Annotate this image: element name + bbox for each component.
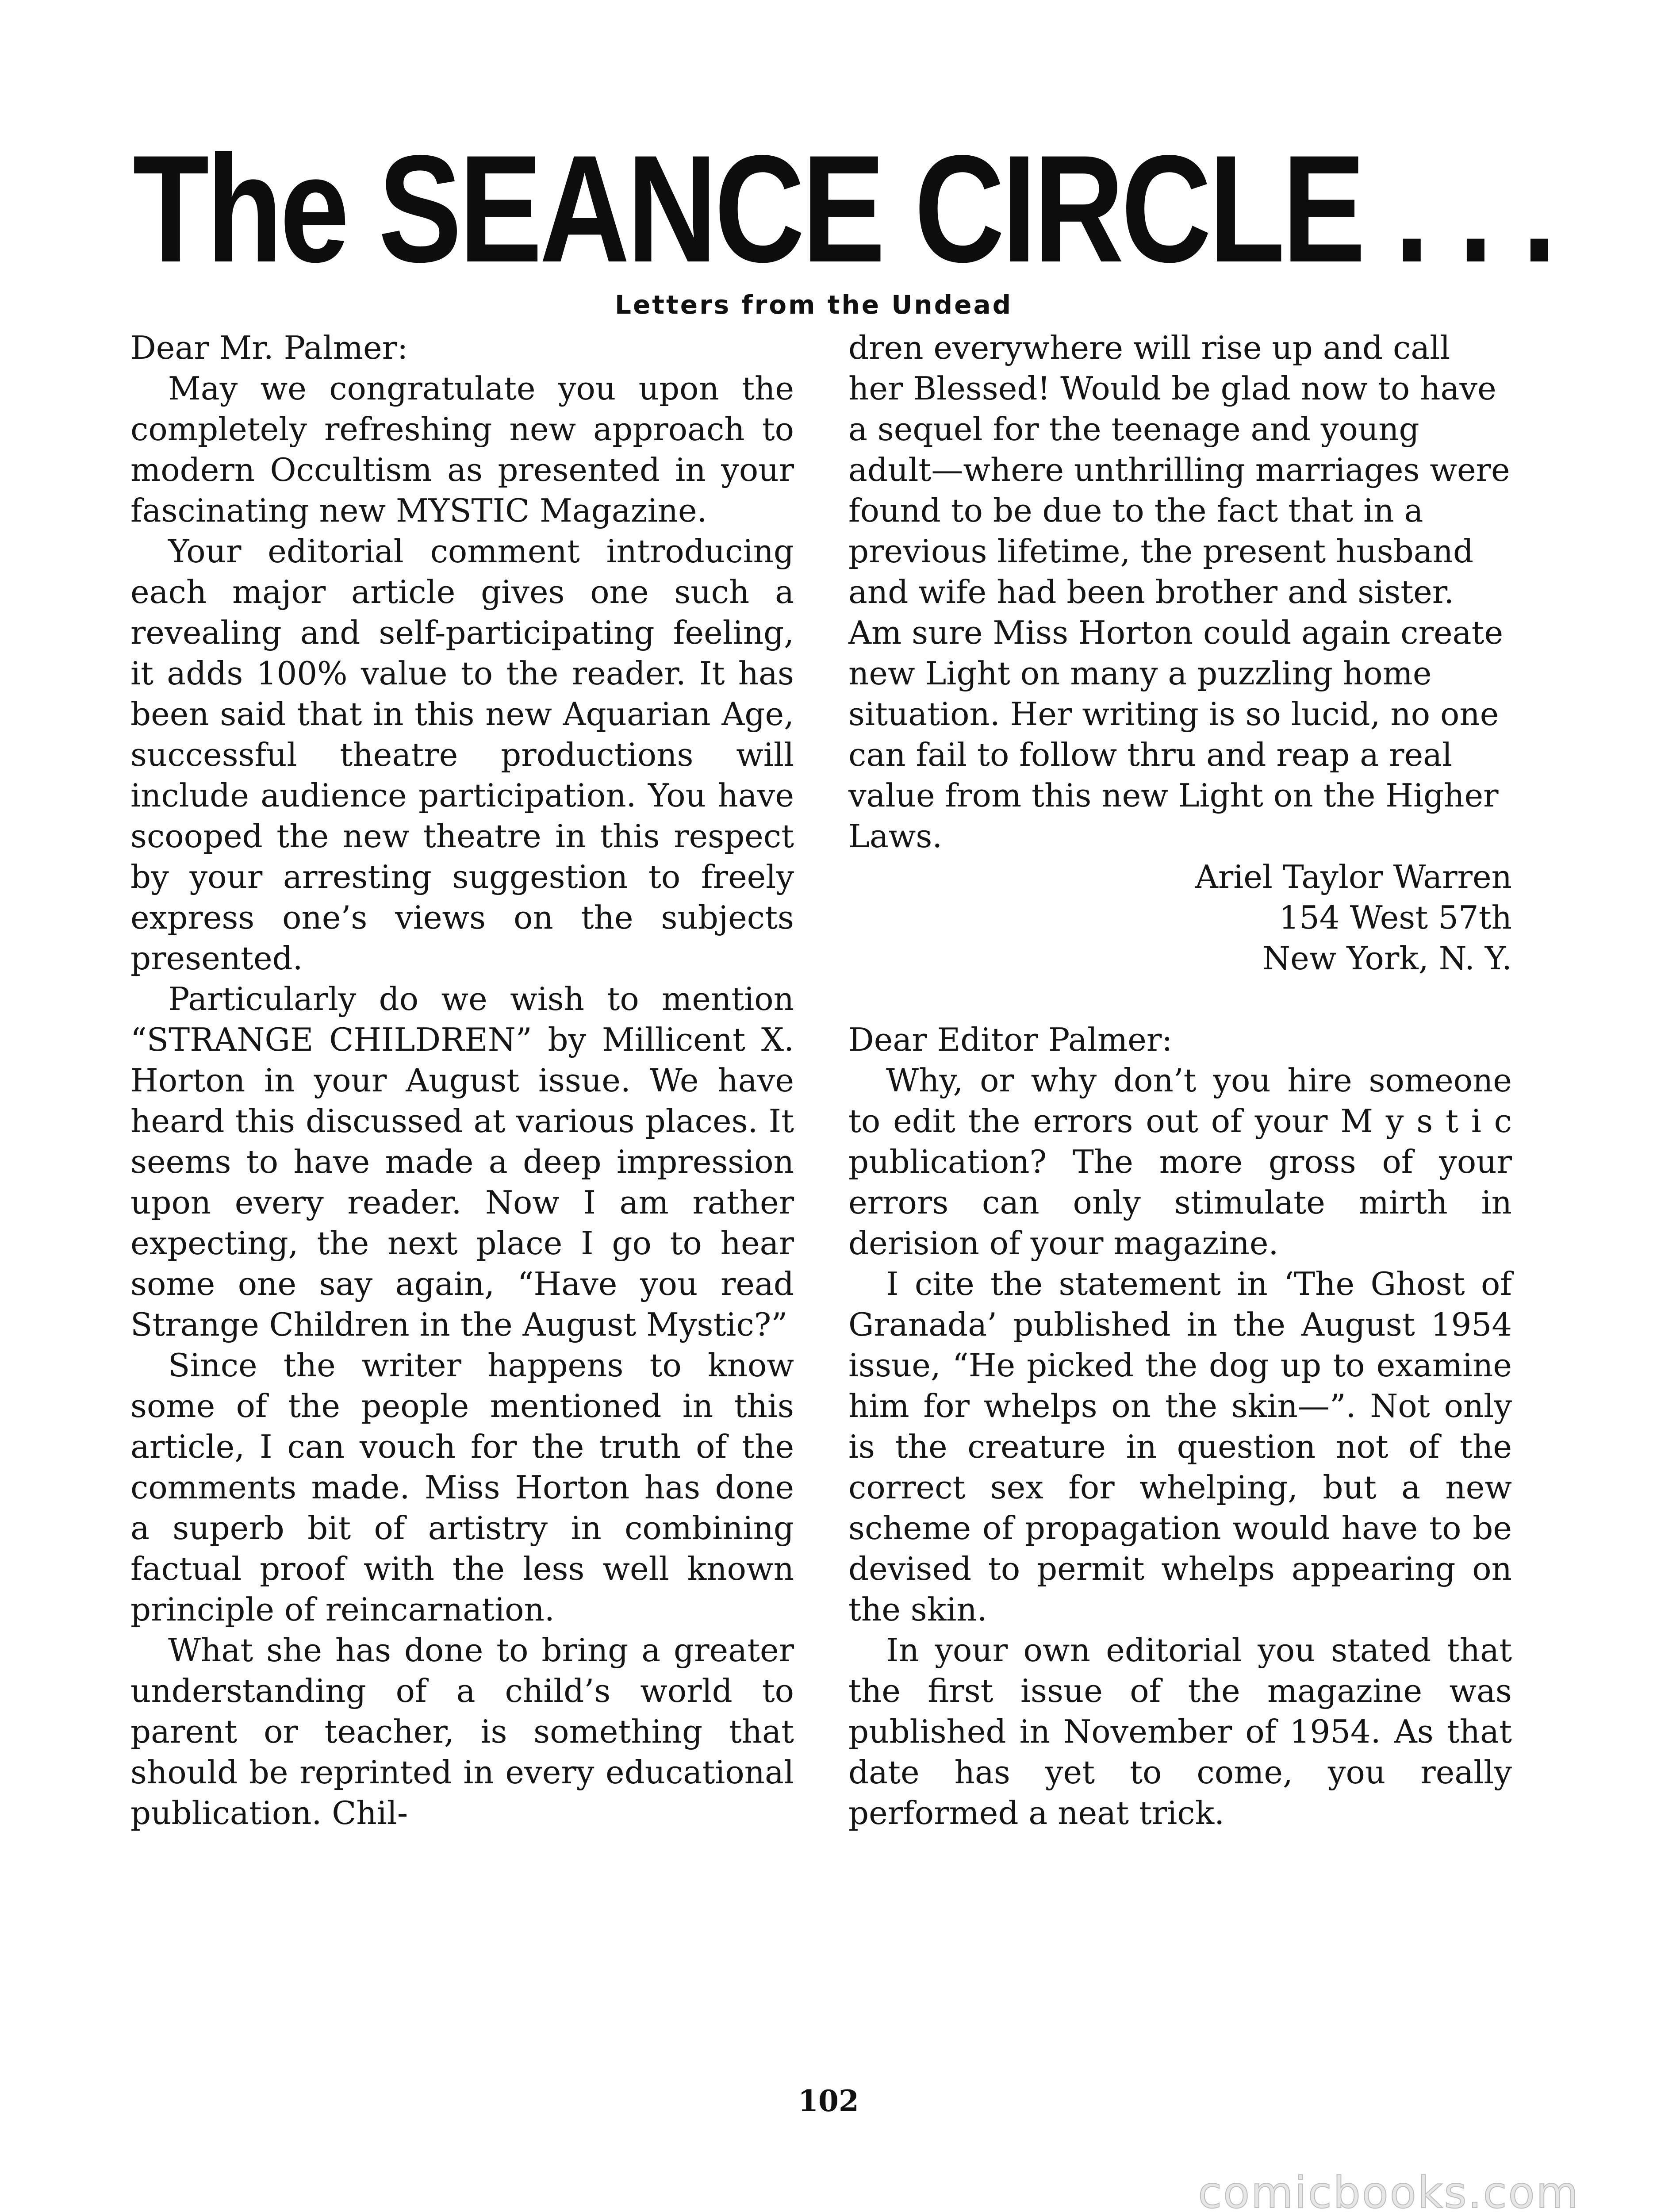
letter1-paragraph-4: Since the writer happens to know some of the people mentioned in this article, I can vouch for the truth of the comments made. Miss Horton has done a superb bit of artistry in combining factual proof with the less well known principle of reincarnation. [130, 1347, 794, 1628]
right-column [848, 327, 1512, 1833]
letter1-paragraph-1: May we congratulate you upon the completely refreshing new approach to modern Occultism as presented in your fascinating new MYSTIC Magazine. [130, 370, 794, 529]
letter2-salutation: Dear Editor Palmer: [848, 1021, 1173, 1058]
signature-city: New York, N. Y. [1262, 940, 1512, 977]
letter1-continuation: dren everywhere will rise up and call her Blessed! Would be glad now to have a sequel for the teenage and young adult—where unthrilling marriages were found to be due to the fact that in a previous lifetime, the present husband and wife had been brother and sister. Am sure Miss Horton could again create new Light on many a puzzling home situation. Her writing is so lucid, no one can fail to follow thru and reap a real value from this new Light on the Higher Laws. [848, 329, 1510, 855]
letter1-salutation: Dear Mr. Palmer: [130, 329, 408, 366]
signature-name: Ariel Taylor Warren [1195, 858, 1512, 895]
letter2-paragraph-2: I cite the statement in ‘The Ghost of Granada’ published in the August 1954 issue, “He picked the dog up to examine him for whelps on the skin—”. Not only is the creature in question not of the correct sex for whelping, but a new scheme of propagation would have to be devised to permit whelps appearing on the skin. [848, 1265, 1512, 1628]
site-watermark: comicbooks.com [1198, 2168, 1580, 2212]
page-subtitle: Letters from the Undead [615, 290, 1013, 320]
page-title: The SEANCE CIRCLE . . . [133, 124, 1554, 294]
letter1-paragraph-2: Your editorial comment introducing each major article gives one such a revealing and self-participating feeling, it adds 100% value to the reader. It has been said that in this new Aquarian Age, successful theatre productions will include audience participation. You have scooped the new theatre in this respect by your arresting suggestion to freely express one’s views on the subjects presented. [130, 533, 794, 977]
letter-separator [848, 979, 1512, 1019]
letter1-paragraph-3: Particularly do we wish to mention “STRANGE CHILDREN” by Millicent X. Horton in your August issue. We have heard this discussed at various places. It seems to have made a deep impression upon every reader. Now I am rather expecting, the next place I go to hear some one say again, “Have you read Strange Children in the August Mystic?” [130, 980, 794, 1343]
letter2-paragraph-1: Why, or why don’t you hire someone to edit the errors out of your M y s t i c publication? The more gross of your errors can only stimulate mirth in derision of your magazine. [848, 1062, 1512, 1262]
left-column [130, 327, 794, 1833]
page-number: 102 [798, 2084, 859, 2118]
letter1-signature [848, 856, 1512, 979]
letter1-paragraph-5: What she has done to bring a greater understanding of a child’s world to parent or teacher, is something that should be reprinted in every educational publication. Chil- [130, 1632, 794, 1832]
letter2-paragraph-3: In your own editorial you stated that the first issue of the magazine was published in November of 1954. As that date has yet to come, you really performed a neat trick. [848, 1632, 1512, 1832]
signature-street: 154 West 57th [1279, 899, 1512, 936]
